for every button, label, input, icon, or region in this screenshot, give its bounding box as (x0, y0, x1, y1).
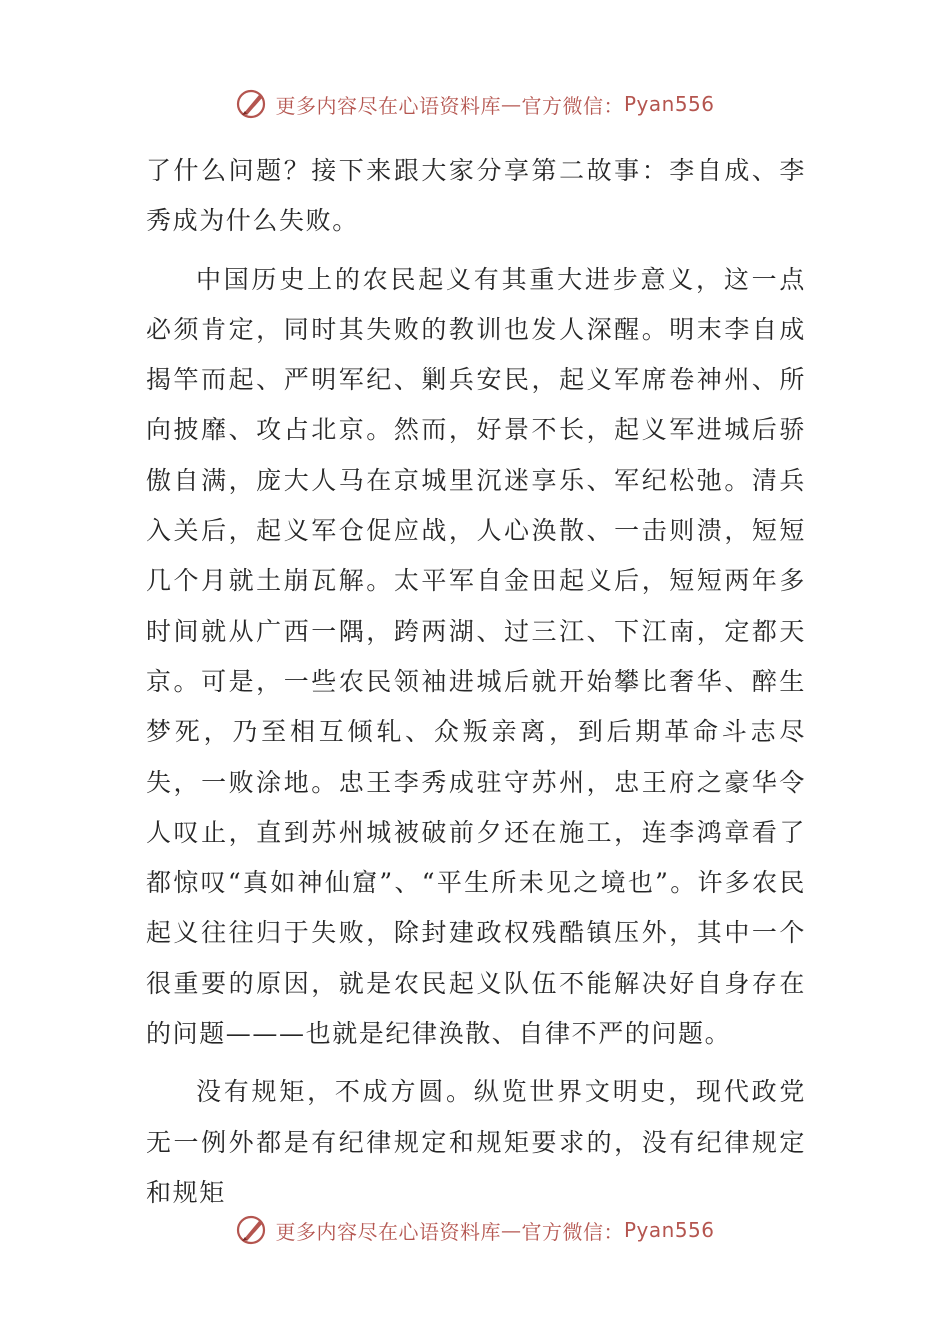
header-banner (0, 84, 950, 124)
pen-logo-icon (235, 1213, 269, 1247)
paragraph-1: 了什么问题？接下来跟大家分享第二故事：李自成、李秀成为什么失败。 (146, 156, 806, 236)
footer-wechat-id: Pyan556 (623, 1218, 715, 1242)
document-body (146, 146, 806, 1218)
footer-site-text: 更多内容尽在心语资料库 (275, 1219, 501, 1244)
footer-banner (0, 1210, 950, 1250)
header-site-text: 更多内容尽在心语资料库 (275, 93, 501, 118)
footer-wechat-label: 官方微信： (521, 1219, 624, 1244)
header-wechat-label: 官方微信： (521, 93, 624, 118)
paragraph-3: 没有规矩，不成方圆。纵览世界文明史，现代政党无一例外都是有纪律规定和规矩要求的，没有纪律规定和规矩 (146, 1077, 806, 1207)
header-dash: — (500, 92, 522, 116)
footer-dash: — (500, 1218, 522, 1242)
pen-logo-icon (235, 87, 269, 121)
header-wechat-id: Pyan556 (623, 92, 715, 116)
paragraph-2: 中国历史上的农民起义有其重大进步意义，这一点必须肯定，同时其失败的教训也发人深醒。明末李自成揭竿而起、严明军纪、剿兵安民，起义军席卷神州、所向披靡、攻占北京。然而，好景不长，起义军进城后骄傲自满，庞大人马在京城里沉迷享乐、军纪松弛。清兵入关后，起义军仓促应战，人心涣散、一击则溃，短短几个月就土崩瓦解。太平军自金田起义后，短短两年多时间就从广西一隅，跨两湖、过三江、下江南，定都天京。可是，一些农民领袖进城后就开始攀比奢华、醉生梦死，乃至相互倾轧、众叛亲离，到后期革命斗志尽失，一败涂地。忠王李秀成驻守苏州，忠王府之豪华令人叹止，直到苏州城被破前夕还在施工，连李鸿章看了都惊叹“真如神仙窟”、“平生所未见之境也”。许多农民起义往往归于失败，除封建政权残酷镇压外，其中一个很重要的原因，就是农民起义队伍不能解决好自身存在的问题———也就是纪律涣散、自律不严的问题。 (146, 264, 806, 1049)
